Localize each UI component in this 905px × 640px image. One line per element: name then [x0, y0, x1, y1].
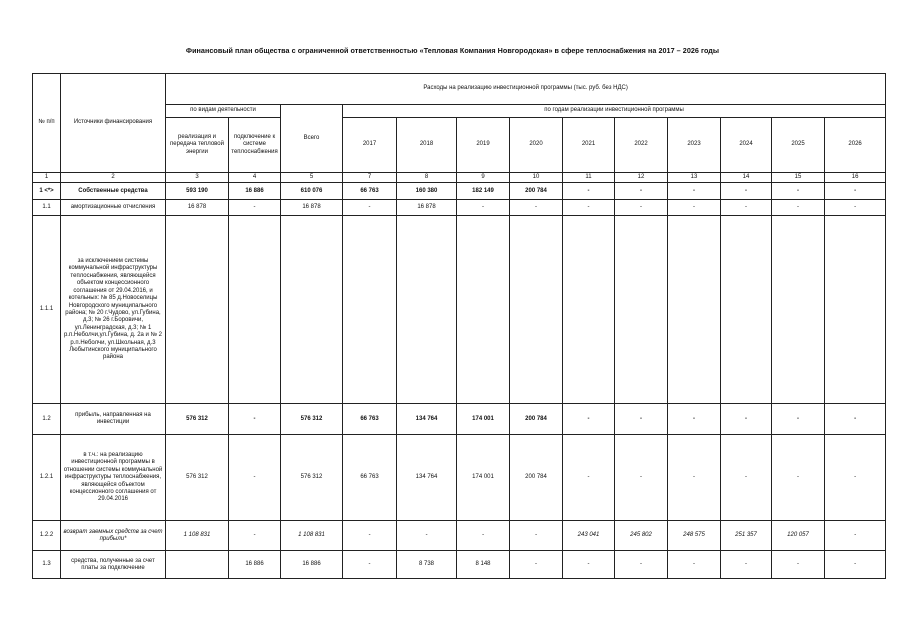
value-cell: 66 763	[343, 435, 397, 521]
value-cell: -	[721, 404, 772, 435]
value-cell: 16 886	[281, 551, 343, 579]
value-cell	[397, 216, 457, 404]
table-row	[33, 183, 886, 200]
row-num: 1.2.1	[33, 435, 61, 521]
row-num: 1 <*>	[33, 183, 61, 200]
header-year: 2026	[825, 118, 886, 173]
header-year: 2024	[721, 118, 772, 173]
value-cell: -	[510, 551, 563, 579]
row-num: 1.2.2	[33, 521, 61, 551]
table-row	[33, 216, 886, 404]
value-cell: -	[668, 551, 721, 579]
value-cell: 16 886	[229, 551, 281, 579]
col-number: 3	[166, 173, 229, 183]
value-cell: 120 057	[772, 521, 825, 551]
value-cell: -	[772, 404, 825, 435]
col-number: 16	[825, 173, 886, 183]
value-cell: -	[563, 435, 615, 521]
row-source: в т.ч.: на реализацию инвестиционной программы в отношении системы коммунальной инфраструктуры теплоснабжения, являющейся объектом концессионного соглашения от 29.04.2016	[61, 435, 166, 521]
value-cell	[510, 216, 563, 404]
value-cell: 576 312	[166, 435, 229, 521]
header-year: 2019	[457, 118, 510, 173]
value-cell	[721, 216, 772, 404]
value-cell: 251 357	[721, 521, 772, 551]
column-number-row	[33, 173, 886, 183]
value-cell: 16 878	[281, 200, 343, 216]
value-cell: 134 764	[397, 404, 457, 435]
value-cell: -	[615, 435, 668, 521]
header-by-years: по годам реализации инвестиционной программы	[343, 105, 886, 118]
value-cell	[166, 551, 229, 579]
value-cell: -	[772, 183, 825, 200]
value-cell: 245 802	[615, 521, 668, 551]
col-number: 13	[668, 173, 721, 183]
value-cell: 174 001	[457, 404, 510, 435]
value-cell: -	[772, 200, 825, 216]
value-cell	[825, 216, 886, 404]
col-number: 14	[721, 173, 772, 183]
col-number: 10	[510, 173, 563, 183]
header-num: № п/п	[33, 74, 61, 173]
col-number: 12	[615, 173, 668, 183]
header-year: 2017	[343, 118, 397, 173]
value-cell: -	[721, 435, 772, 521]
value-cell: 16 886	[229, 183, 281, 200]
value-cell: -	[825, 551, 886, 579]
row-source: прибыль, направленная на инвестиции	[61, 404, 166, 435]
value-cell: 134 764	[397, 435, 457, 521]
value-cell: -	[668, 404, 721, 435]
value-cell	[343, 216, 397, 404]
value-cell: -	[668, 200, 721, 216]
value-cell: -	[563, 404, 615, 435]
value-cell	[615, 216, 668, 404]
col-number: 11	[563, 173, 615, 183]
value-cell: -	[343, 521, 397, 551]
value-cell: 1 108 831	[281, 521, 343, 551]
value-cell: -	[721, 200, 772, 216]
col-number: 4	[229, 173, 281, 183]
value-cell: 8 148	[457, 551, 510, 579]
col-number: 2	[61, 173, 166, 183]
value-cell: 200 784	[510, 404, 563, 435]
row-num: 1.2	[33, 404, 61, 435]
value-cell	[563, 216, 615, 404]
value-cell: -	[563, 551, 615, 579]
header-year: 2020	[510, 118, 563, 173]
value-cell: -	[772, 551, 825, 579]
value-cell: -	[825, 521, 886, 551]
value-cell: 66 763	[343, 404, 397, 435]
value-cell: -	[615, 183, 668, 200]
value-cell	[229, 216, 281, 404]
value-cell: -	[343, 200, 397, 216]
value-cell: -	[825, 183, 886, 200]
value-cell: -	[825, 200, 886, 216]
value-cell: -	[615, 200, 668, 216]
table-row	[33, 551, 886, 579]
value-cell: -	[229, 404, 281, 435]
header-year: 2025	[772, 118, 825, 173]
header-year: 2018	[397, 118, 457, 173]
value-cell: -	[229, 200, 281, 216]
table-row	[33, 404, 886, 435]
value-cell: -	[825, 435, 886, 521]
table-row	[33, 521, 886, 551]
col-number: 5	[281, 173, 343, 183]
value-cell: -	[343, 551, 397, 579]
value-cell: 243 041	[563, 521, 615, 551]
value-cell	[457, 216, 510, 404]
value-cell: -	[229, 521, 281, 551]
value-cell: -	[563, 183, 615, 200]
value-cell: 248 575	[668, 521, 721, 551]
value-cell: 182 149	[457, 183, 510, 200]
value-cell: 16 878	[397, 200, 457, 216]
value-cell: 66 763	[343, 183, 397, 200]
value-cell: 610 076	[281, 183, 343, 200]
value-cell	[668, 216, 721, 404]
value-cell: -	[721, 551, 772, 579]
value-cell: 174 001	[457, 435, 510, 521]
value-cell: 576 312	[281, 404, 343, 435]
table-row	[33, 200, 886, 216]
value-cell: 16 878	[166, 200, 229, 216]
value-cell: -	[229, 435, 281, 521]
row-source: возврат заемных средств за счет прибыли*	[61, 521, 166, 551]
value-cell: -	[397, 521, 457, 551]
value-cell: 160 380	[397, 183, 457, 200]
table-row	[33, 435, 886, 521]
value-cell: -	[615, 551, 668, 579]
row-source: Собственные средства	[61, 183, 166, 200]
header-year: 2023	[668, 118, 721, 173]
value-cell	[166, 216, 229, 404]
value-cell: 576 312	[281, 435, 343, 521]
value-cell: 200 784	[510, 435, 563, 521]
value-cell: -	[668, 435, 721, 521]
value-cell: 200 784	[510, 183, 563, 200]
col-number: 7	[343, 173, 397, 183]
row-num: 1.3	[33, 551, 61, 579]
header-activity-connection: подключение к системе теплоснабжения	[229, 118, 281, 173]
header-expenses: Расходы на реализацию инвестиционной программы (тыс. руб. без НДС)	[166, 74, 886, 105]
col-number: 15	[772, 173, 825, 183]
value-cell: 576 312	[166, 404, 229, 435]
col-number: 8	[397, 173, 457, 183]
value-cell: -	[563, 200, 615, 216]
financial-plan-table	[32, 73, 886, 579]
header-year: 2021	[563, 118, 615, 173]
header-total: Всего	[281, 105, 343, 173]
row-num: 1.1.1	[33, 216, 61, 404]
value-cell: 593 190	[166, 183, 229, 200]
value-cell: -	[721, 183, 772, 200]
value-cell: 1 108 831	[166, 521, 229, 551]
row-source: средства, полученные за счет платы за подключение	[61, 551, 166, 579]
value-cell: -	[668, 183, 721, 200]
header-source: Источники финансирования	[61, 74, 166, 173]
value-cell: 8 738	[397, 551, 457, 579]
value-cell: -	[825, 404, 886, 435]
value-cell	[772, 216, 825, 404]
value-cell	[281, 216, 343, 404]
col-number: 1	[33, 173, 61, 183]
value-cell: -	[510, 521, 563, 551]
header-year: 2022	[615, 118, 668, 173]
document-title: Финансовый план общества с ограниченной ответственностью «Тепловая Компания Новгородская» в сфере теплоснабжения на 2017 – 2026 годы	[185, 46, 720, 55]
value-cell: -	[510, 200, 563, 216]
value-cell: -	[772, 435, 825, 521]
col-number: 9	[457, 173, 510, 183]
header-activity-heat: реализация и передача тепловой энергии	[166, 118, 229, 173]
row-num: 1.1	[33, 200, 61, 216]
row-source: за исключением системы коммунальной инфраструктуры теплоснабжения, являющейся объектом концессионного соглашения от 29.04.2016, и котельных: № 85 д.Новоселицы Новгородского муниципального района; № 20 г.Чудово, ул.Губина, д.3; № 26 г.Боровичи, ул.Ленинградская, д.3; № 1 р.п.Неболчи,ул.Губина, д. 2а и № 2 р.п.Неболчи, ул.Школьная, д.3 Любытинского муниципального района	[61, 216, 166, 404]
value-cell: -	[457, 200, 510, 216]
value-cell: -	[457, 521, 510, 551]
header-by-activity: по видам деятельности	[166, 105, 281, 118]
row-source: амортизационные отчисления	[61, 200, 166, 216]
value-cell: -	[615, 404, 668, 435]
